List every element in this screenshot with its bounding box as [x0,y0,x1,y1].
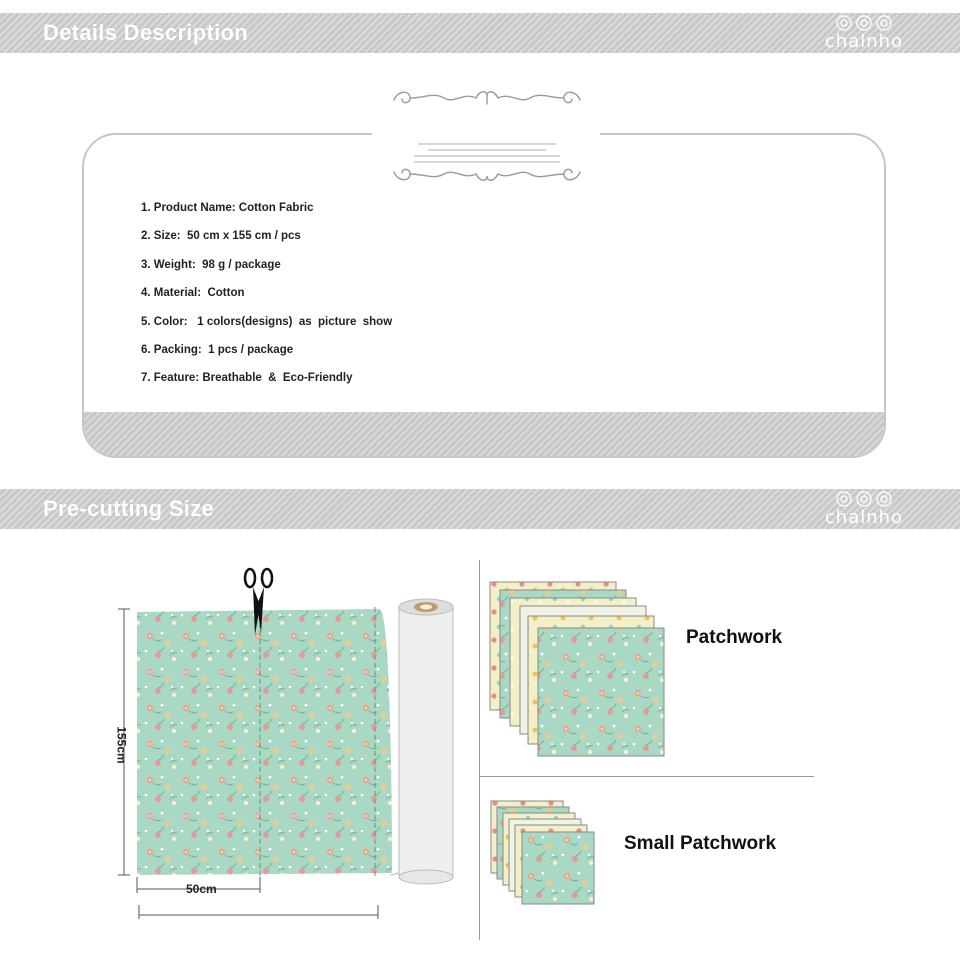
brand-logo-2 [814,490,914,528]
spec-size: 2. Size: 50 cm x 155 cm / pcs [141,230,301,243]
horizontal-divider [479,776,814,777]
spec-weight: 3. Weight: 98 g / package [141,258,281,271]
brand-logo [814,14,914,52]
spec-feature: 7. Feature: Breathable & Eco-Friendly [141,372,353,385]
logo-text-2: chalnho [824,507,904,528]
spec-color: 5. Color: 1 colors(designs) as picture show [141,315,393,328]
spec-list [141,200,392,399]
logo-text: chalnho [824,31,904,52]
precut-banner [0,489,960,529]
details-banner [0,13,960,53]
small-patchwork-stack [489,797,609,917]
spec-material: 4. Material: Cotton [141,287,245,300]
spec-packing: 6. Packing: 1 pcs / package [141,343,294,356]
precut-title: Pre-cutting Size [43,496,215,521]
spec-product-name: 1. Product Name: Cotton Fabric [141,202,314,214]
fabric-roll-diagram [0,557,480,937]
card-stripe-band [84,412,884,456]
patchwork-label: Patchwork [686,627,783,648]
height-dimension-label: 155cm [114,726,129,764]
width-dimension-label: 50cm [186,882,217,896]
patchwork-stack [488,578,678,768]
small-patchwork-label: Small Patchwork [624,833,777,854]
details-title: Details Description [43,20,248,45]
vertical-divider [479,560,480,940]
ornament-flourish-icon [384,86,590,186]
